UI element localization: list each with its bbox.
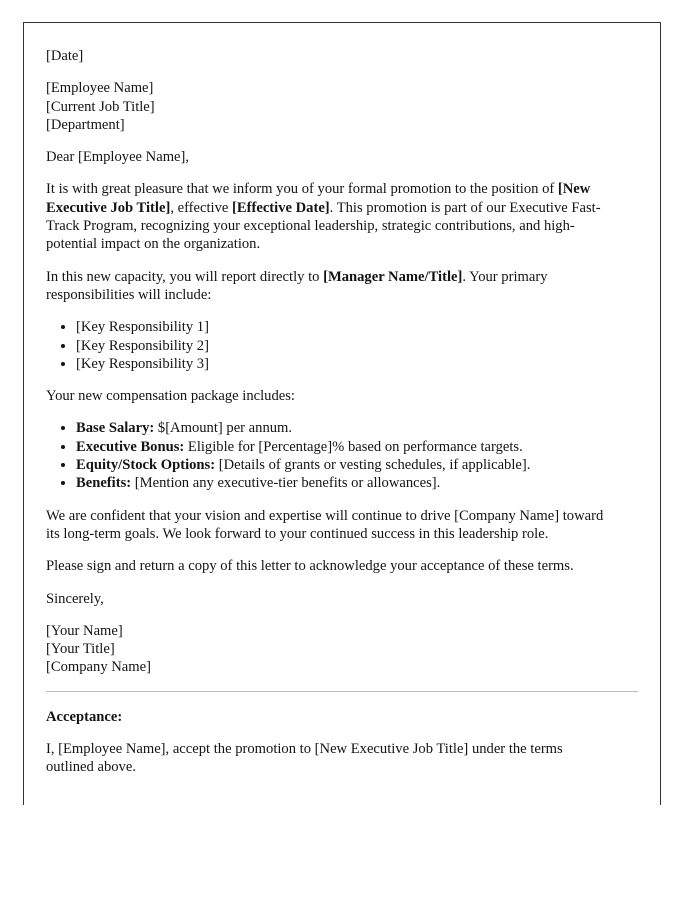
manager-name-placeholder: [Manager Name/Title] <box>323 268 463 285</box>
compensation-item-label: Executive Bonus: <box>76 438 185 455</box>
acceptance-heading: Acceptance: <box>46 708 123 725</box>
list-item <box>76 438 614 456</box>
date-line: [Date] <box>46 48 84 64</box>
recipient-department: [Department] <box>46 116 125 133</box>
list-item: • [Key Responsibility 3] <box>76 355 614 373</box>
reporting-structure-paragraph <box>46 268 614 305</box>
closing-salutation: Sincerely, <box>46 590 104 607</box>
promotion-announcement-paragraph <box>46 180 614 253</box>
compensation-list <box>46 419 614 492</box>
reporting-structure-run-2: . Your primary responsibilities will include: <box>46 268 548 303</box>
responsibilities-list <box>46 318 614 373</box>
compensation-item-text: $[Amount] per annum. <box>154 420 293 437</box>
compensation-item-text: [Mention any executive-tier benefits or allowances]. <box>131 475 441 492</box>
new-job-title-placeholder: [New Executive Job Title] <box>46 181 591 216</box>
list-item: • [Key Responsibility 1] <box>76 318 614 336</box>
effective-date-placeholder: [Effective Date] <box>232 199 330 216</box>
promotion-announcement-run-1: It is with great pleasure that we inform you of your formal promotion to the position of <box>46 181 558 198</box>
sender-name: [Your Name] <box>46 622 123 639</box>
signature-request-paragraph: Please sign and return a copy of this letter to acknowledge your acceptance of these terms. <box>46 558 574 575</box>
confidence-paragraph: We are confident that your vision and expertise will continue to drive [Company Name] toward its long-term goals. We look forward to your continued success in this leadership role. <box>46 507 604 542</box>
promotion-announcement-run-2: , effective <box>170 199 233 216</box>
document-page <box>23 22 661 805</box>
recipient-job-title: [Current Job Title] <box>46 98 155 115</box>
list-item: • [Key Responsibility 2] <box>76 337 614 355</box>
sender-title: [Your Title] <box>46 641 115 658</box>
compensation-item-label: Base Salary: <box>76 420 155 437</box>
compensation-item-text: [Details of grants or vesting schedules, if applicable]. <box>215 457 531 474</box>
recipient-name: [Employee Name] <box>46 80 154 97</box>
sender-signature-block <box>46 622 614 677</box>
promotion-announcement-run-3: . This promotion is part of our Executive Fast-Track Program, recognizing your exceptional leadership, strategic contributions, and high-potential impact on the organization. <box>46 199 601 253</box>
list-item <box>76 474 614 492</box>
compensation-item-text: Eligible for [Percentage]% based on performance targets. <box>184 438 523 455</box>
list-item <box>76 456 614 474</box>
section-divider <box>46 691 638 692</box>
salutation: Dear [Employee Name], <box>46 149 190 166</box>
compensation-item-label: Benefits: <box>76 475 132 492</box>
compensation-intro: Your new compensation package includes: <box>46 388 295 405</box>
document-body <box>46 47 614 791</box>
list-item <box>76 419 614 437</box>
recipient-address-block <box>46 79 614 134</box>
acceptance-statement: I, [Employee Name], accept the promotion to [New Executive Job Title] under the terms outlined above. <box>46 741 563 776</box>
sender-company: [Company Name] <box>46 659 151 676</box>
compensation-item-label: Equity/Stock Options: <box>76 457 216 474</box>
reporting-structure-run-1: In this new capacity, you will report directly to <box>46 268 324 285</box>
